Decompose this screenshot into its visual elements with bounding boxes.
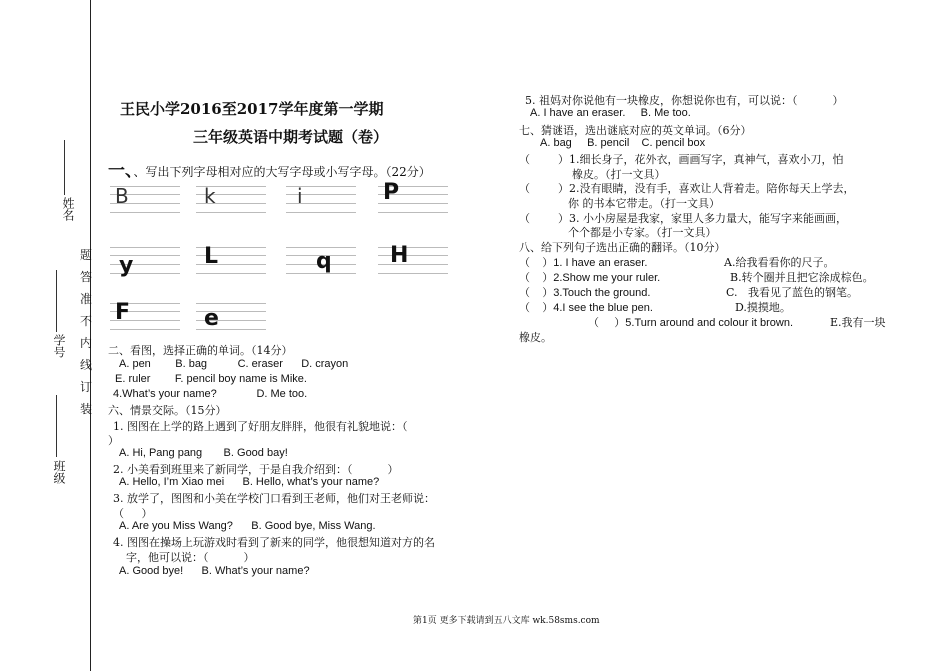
seal-char: 准 <box>80 292 93 306</box>
section6-q4-options: A. Good bye! B. What’s your name? <box>119 565 310 577</box>
translate-3-answer: C. 我看见了蓝色的钢笔。 <box>726 286 859 299</box>
section8-heading: 八、给下列句子选出正确的翻译。（10分） <box>519 241 726 254</box>
section7-options: A. bag B. pencil C. pencil box <box>540 137 706 149</box>
riddle-2-cont: 你 的书本它带走。（打一文具） <box>568 197 720 210</box>
translate-5-answer-cont: 橡皮。 <box>519 331 552 344</box>
seal-char: 不 <box>80 314 93 328</box>
section6-q2-options: A. Hello, I’m Xiao mei B. Hello, what’s your name? <box>119 476 380 488</box>
letter-q: q <box>316 249 332 274</box>
translate-2: （ ）2.Show me your ruler. <box>519 272 661 284</box>
translate-3: （ ）3.Touch the ground. <box>519 287 651 299</box>
letter-i: i <box>297 184 303 208</box>
letter-B: B <box>115 184 129 208</box>
translate-1-answer: A.给我看看你的尺子。 <box>724 256 835 269</box>
class-label <box>48 460 66 491</box>
seal-char: 题 <box>80 248 93 262</box>
section1-number: 一、 <box>108 161 134 181</box>
name-label-text: 姓名 <box>61 197 75 221</box>
section1-heading <box>108 156 431 181</box>
section6-q4-line2: 字，他可以说：（ ） <box>126 551 255 564</box>
letter-F: F <box>115 300 131 325</box>
letter-k: k <box>204 184 216 208</box>
riddle-1: （ ）1.细长身子，花外衣，画画写字，真神气，喜欢小刀，怕 <box>519 153 844 166</box>
seal-char: 内 <box>80 336 93 350</box>
number-blank-line <box>56 270 57 332</box>
number-label <box>48 334 66 365</box>
section7-heading: 七、猜谜语，选出谜底对应的英文单词。（6分） <box>519 124 752 137</box>
section6-q4: 4. 图图在操场上玩游戏时看到了新来的同学，他很想知道对方的名 <box>113 536 435 549</box>
letter-L: L <box>204 244 219 269</box>
name-label <box>57 197 75 228</box>
exam-title: 三年级英语中期考试题（卷） <box>193 128 389 146</box>
seal-char: 线 <box>80 358 93 372</box>
translate-2-answer: B.转个圈并且把它涂成棕色。 <box>730 271 874 284</box>
section6-q3: 3. 放学了，图图和小美在学校门口看到王老师，他们对王老师说： <box>113 492 435 505</box>
section2-options-line3: 4.What’s your name? D. Me too. <box>113 388 308 400</box>
section6-q1-bracket: ） <box>108 434 119 447</box>
riddle-3-cont: 个个都是小专家。（打一文具） <box>568 226 717 239</box>
riddle-1-cont: 橡皮。（打一文具） <box>572 168 666 181</box>
section2-options-line2: E. ruler F. pencil boy name is Mike. <box>115 373 307 385</box>
section6-q1-options: A. Hi, Pang pang B. Good bay! <box>119 447 288 459</box>
writing-lines <box>378 247 448 274</box>
riddle-3: （ ）3. 小小房屋是我家，家里人多力量大，能写字来能画画， <box>519 212 847 225</box>
section6-q2: 2. 小美看到班里来了新同学，于是自我介绍到：（ ） <box>113 463 399 476</box>
section6-q1: 1. 图图在上学的路上遇到了好朋友胖胖，他很有礼貌地说：（ <box>113 420 408 433</box>
class-blank-line <box>56 395 57 457</box>
name-blank-line <box>64 140 65 195</box>
translate-1: （ ）1. I have an eraser. <box>519 257 648 269</box>
section1-text: 、写出下列字母相对应的大写字母或小写字母。（22分） <box>133 165 431 179</box>
section6-q3-bracket: （ ） <box>113 507 153 520</box>
school-title: 王民小学2016至2017学年度第一学期 <box>120 100 384 118</box>
section2-options-line1: A. pen B. bag C. eraser D. crayon <box>119 358 349 370</box>
translate-5-answer: E.我有一块 <box>830 316 886 329</box>
number-label-text: 学号 <box>52 334 66 358</box>
seal-char: 订 <box>80 380 93 394</box>
translate-5: （ ）5.Turn around and colour it brown. <box>588 317 794 329</box>
letter-P: P <box>383 180 400 205</box>
class-label-text: 班级 <box>52 460 66 484</box>
letter-e: e <box>204 306 219 331</box>
riddle-2: （ ）2.没有眼睛，没有手，喜欢让人背着走。陪你每天上学去， <box>519 182 855 195</box>
seal-text <box>80 244 94 420</box>
seal-char: 答 <box>80 270 93 284</box>
section6-heading: 六、情景交际。（15分） <box>108 404 227 417</box>
right-q5-options: A. I have an eraser. B. Me too. <box>530 107 691 119</box>
letter-y: y <box>119 253 134 278</box>
seal-char: 装 <box>80 402 93 416</box>
page-footer: 第1页 更多下载请到五八文库 wk.58sms.com <box>413 616 600 626</box>
section6-q3-options: A. Are you Miss Wang? B. Good bye, Miss Wang. <box>119 520 376 532</box>
right-q5: 5. 祖妈对你说他有一块橡皮，你想说你也有，可以说：（ ） <box>525 94 844 107</box>
translate-4: （ ）4.I see the blue pen. <box>519 302 653 314</box>
section2-heading: 二、看图，选择正确的单词。（14分） <box>108 344 293 357</box>
letter-H: H <box>390 243 409 268</box>
translate-4-answer: D.摸摸地。 <box>735 301 791 314</box>
